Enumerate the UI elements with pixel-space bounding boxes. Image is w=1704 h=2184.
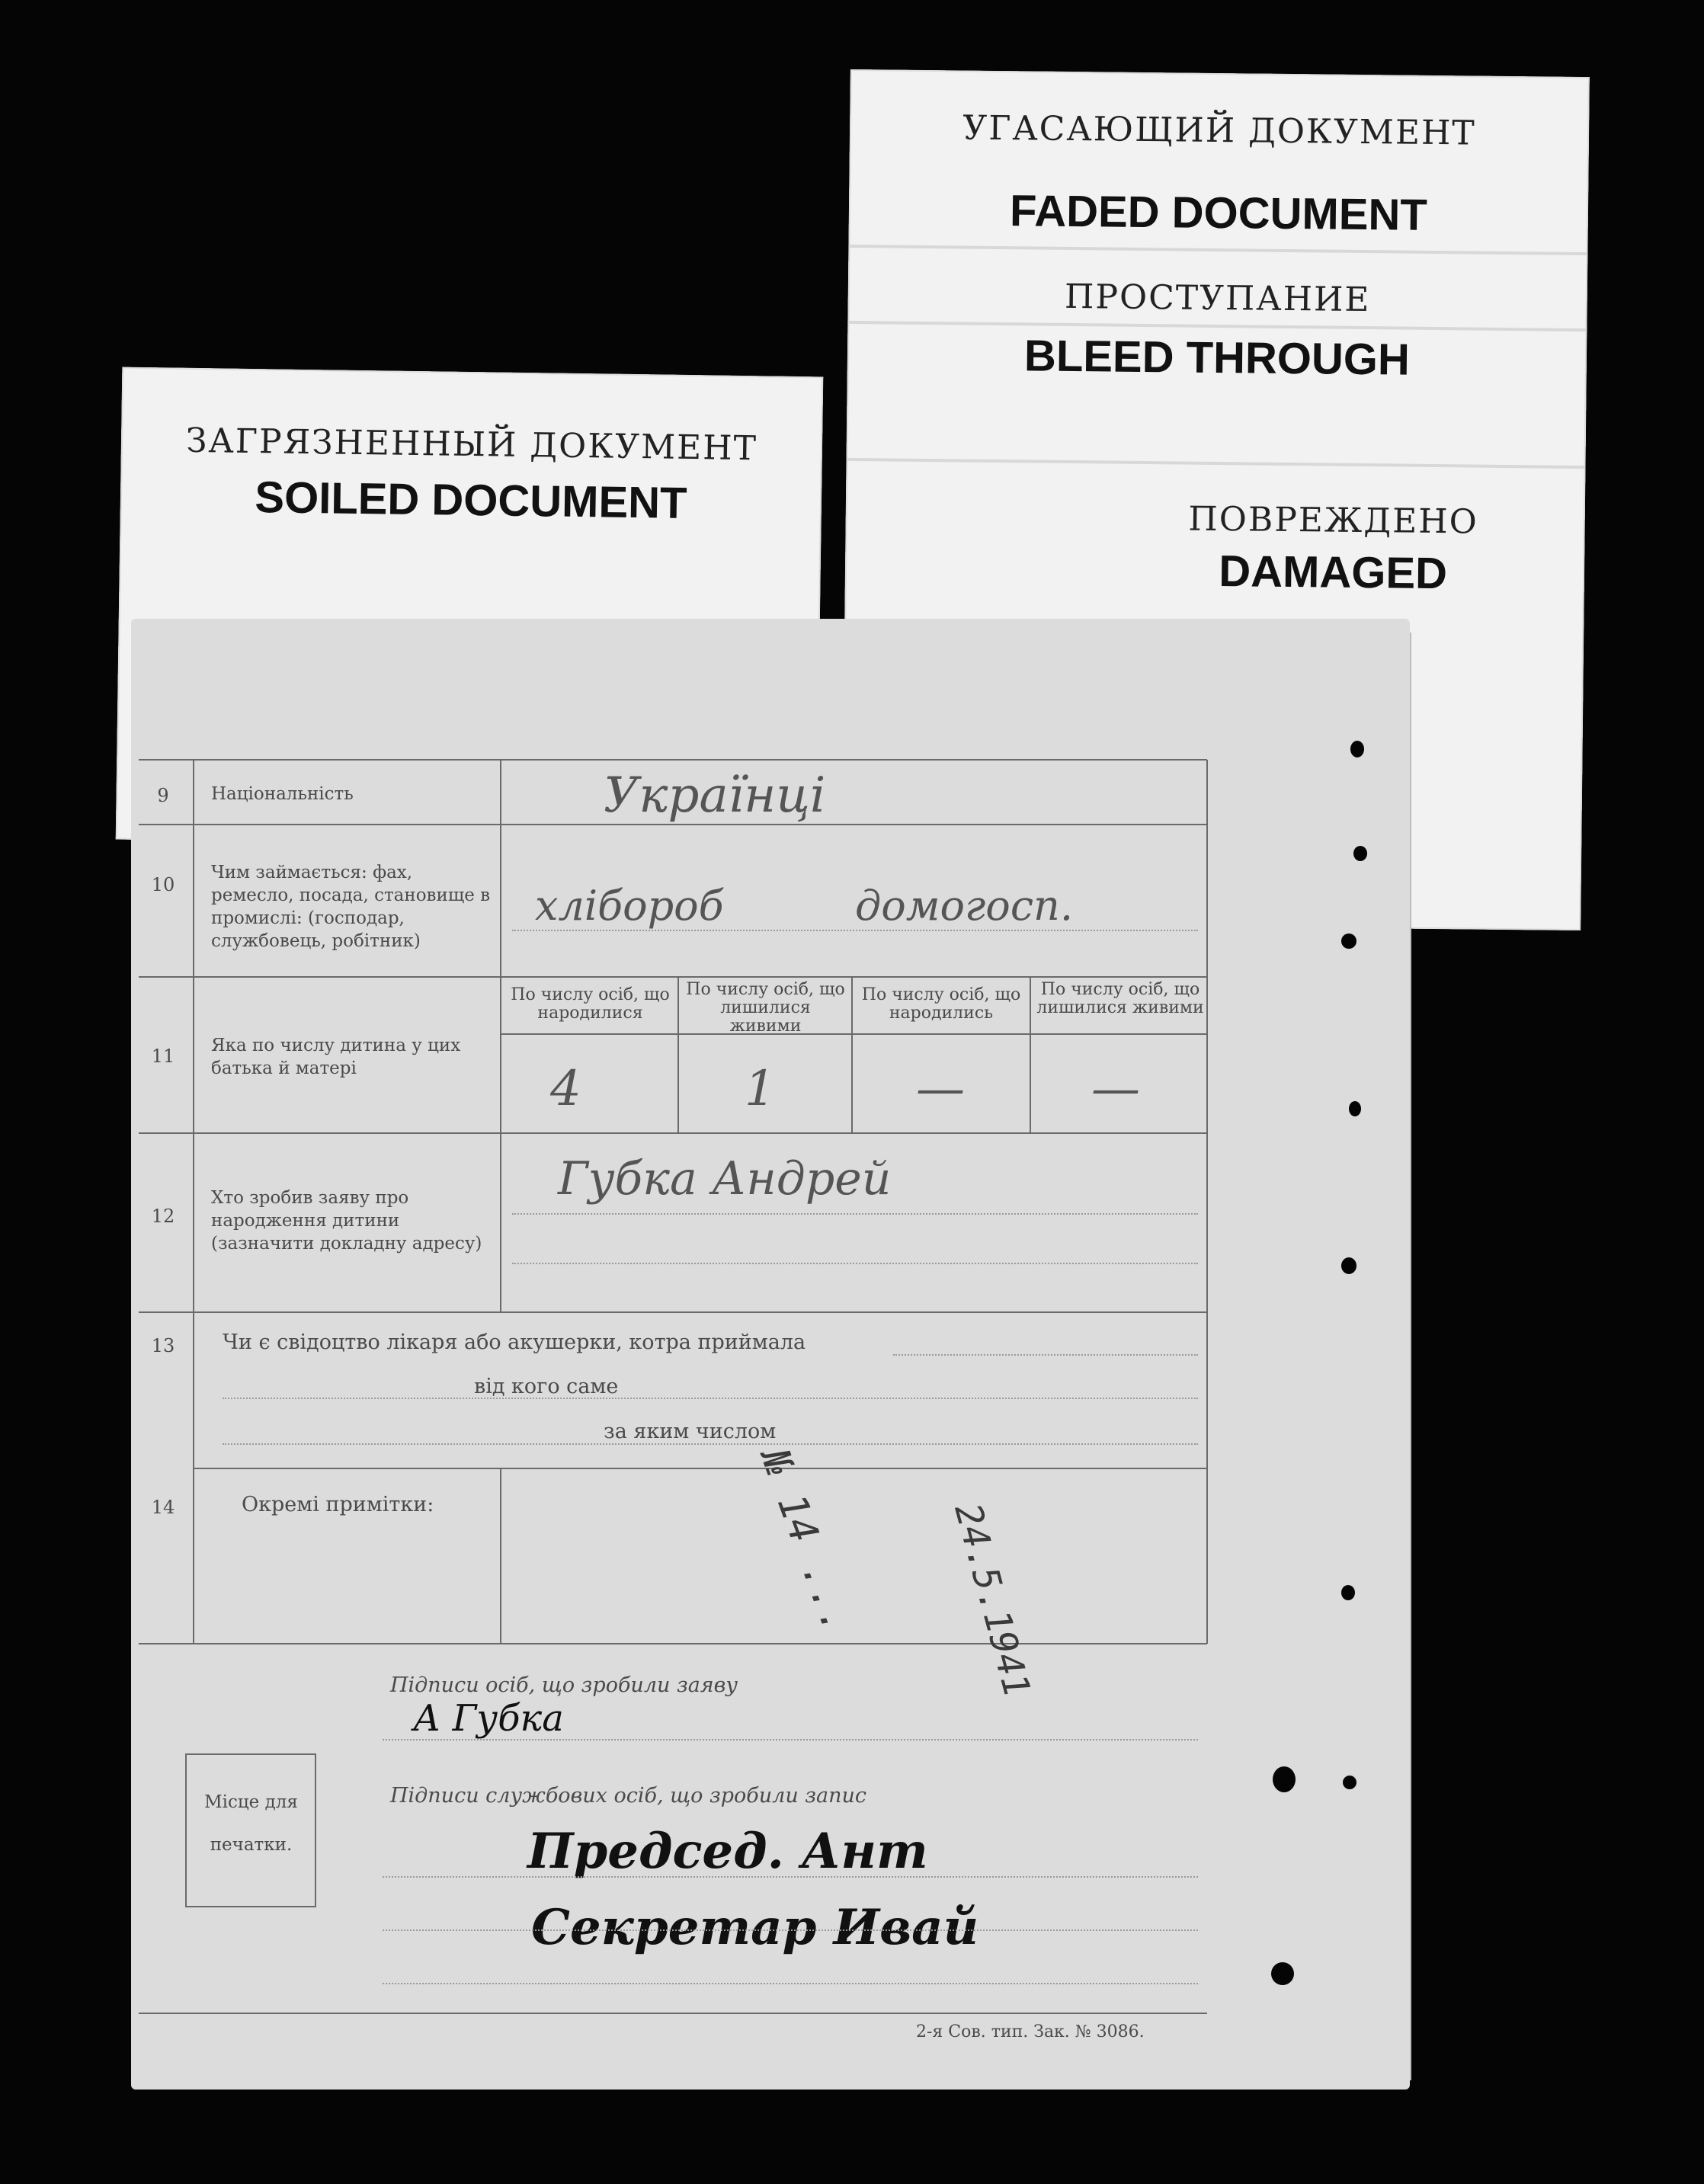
nationality-value: Українці — [604, 767, 826, 824]
bleed-label-ru: ПРОСТУПАНИЕ — [1064, 277, 1371, 320]
medical-certificate-line3: за яким числом — [604, 1420, 777, 1443]
row-number: 9 — [157, 785, 169, 806]
secretary-signature: Секретар Ивай — [531, 1899, 979, 1956]
punch-hole — [1343, 1776, 1356, 1789]
alive-count-value-2: — — [1091, 1061, 1140, 1117]
column-header: По числу осіб, що лишилися живими — [686, 980, 845, 1036]
born-count-value-2: — — [916, 1061, 965, 1117]
remarks-handwritten-note: № 14 ... — [751, 1443, 860, 1638]
seal-place-label: Місце для печатки. — [204, 1792, 298, 1855]
punch-hole — [1273, 1766, 1296, 1792]
bleed-label-en: BLEED THROUGH — [1023, 331, 1411, 385]
row-number: 11 — [151, 1046, 175, 1067]
informant-value: Губка Андрей — [558, 1152, 892, 1206]
damaged-label-en: DAMAGED — [1219, 546, 1448, 599]
occupation-value-mother: домогосп. — [855, 882, 1074, 930]
dotted-line — [383, 1983, 1198, 1984]
punch-hole — [1353, 846, 1367, 861]
column-header: По числу осіб, що народились — [861, 985, 1021, 1023]
punch-hole — [1350, 741, 1364, 757]
card-strip — [847, 458, 1586, 469]
medical-certificate-line1: Чи є свідоцтво лікаря або акушерки, котра приймала — [223, 1331, 806, 1354]
birth-record-sheet — [131, 619, 1410, 2090]
dotted-line — [512, 1213, 1198, 1215]
applicants-signature-label: Підписи осіб, що зробили заяву — [390, 1673, 738, 1697]
damaged-label-ru: ПОВРЕЖДЕНО — [1188, 499, 1478, 542]
dotted-line — [512, 1263, 1198, 1264]
dotted-line — [223, 1443, 1198, 1445]
punch-hole — [1341, 1257, 1356, 1274]
punch-hole — [1349, 1101, 1361, 1116]
chairman-signature: Председ. Ант — [527, 1823, 928, 1880]
dotted-line — [512, 930, 1198, 931]
soiled-label-ru: ЗАГРЯЗНЕННЫЙ ДОКУМЕНТ — [185, 421, 758, 469]
remarks-handwritten-date: 24.5.1941 — [946, 1499, 1039, 1702]
informant-label: Хто зробив заяву про народження дитини (зазначити докладну адресу) — [211, 1188, 482, 1254]
dotted-line — [893, 1354, 1198, 1356]
occupation-value-father: хлібороб — [535, 882, 724, 930]
card-strip — [848, 245, 1587, 255]
faded-label-ru: УГАСАЮЩИЙ ДОКУМЕНТ — [963, 108, 1476, 153]
punch-hole — [1341, 933, 1356, 949]
column-header: По числу осіб, що народилися — [511, 985, 670, 1023]
faded-label-en: FADED DOCUMENT — [1009, 186, 1428, 240]
soiled-label-en: SOILED DOCUMENT — [254, 472, 687, 528]
column-header: По числу осіб, що лишилися живими — [1036, 980, 1204, 1017]
born-count-value: 4 — [550, 1061, 581, 1117]
medical-certificate-line2: від кого саме — [474, 1375, 619, 1398]
punch-hole — [1341, 1585, 1355, 1600]
alive-count-value: 1 — [745, 1061, 776, 1117]
row-number: 14 — [151, 1497, 175, 1518]
printer-imprint: 2-я Сов. тип. Зак. № 3086. — [916, 2022, 1145, 2041]
dotted-line — [223, 1398, 1198, 1399]
row-number: 13 — [151, 1335, 175, 1356]
row-number: 12 — [151, 1206, 175, 1227]
officials-signature-label: Підписи службових осіб, що зробили запис — [390, 1784, 867, 1808]
child-order-label: Яка по числу дитина у цих батька й матері — [211, 1036, 461, 1078]
punch-hole — [1271, 1962, 1294, 1985]
remarks-label: Окремі примітки: — [242, 1493, 434, 1516]
occupation-label: Чим займається: фах, ремесло, посада, становище в промислі: (господар, службовець, робітник) — [211, 863, 491, 951]
dotted-line — [383, 1929, 1198, 1931]
applicant-signature: А Губка — [413, 1697, 564, 1740]
nationality-label: Національність — [211, 784, 354, 804]
row-number: 10 — [151, 874, 175, 895]
dotted-line — [383, 1876, 1198, 1878]
